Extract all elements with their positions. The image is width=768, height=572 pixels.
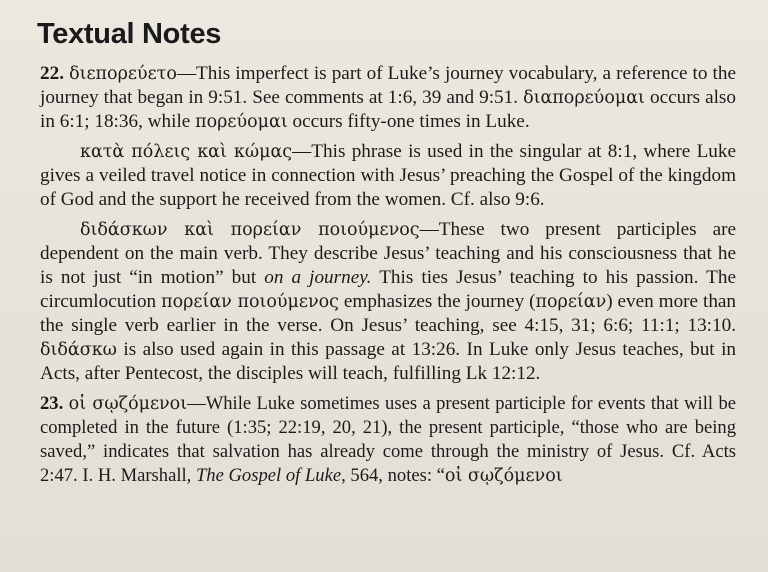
note-text: ) even more than the single verb earlier in the verse. On Jesus’ teaching, see 4:15, 31; 6:6; 11:1; 13:10.	[40, 291, 737, 336]
greek-word: πορείαν	[535, 292, 607, 312]
greek-lemma: διεπορεύετο	[69, 64, 177, 84]
note-text: 564, notes: “	[350, 465, 445, 486]
note-text: —While Luke sometimes uses a present participle for events that will be completed in the future (1:35; 22:19, 20, 21), the present participle, “those who are being saved,” indicates that salvation has already come through the ministry of Jesus. Cf. Acts 2:47. I. H. Marshall,	[40, 393, 736, 486]
note-text: —This phrase is used in the singular at 8:1, where Luke gives a veiled travel notice in connection with Jesus’ preaching the Gospel of the kingdom of God and the support he received from the women. Cf. also 9:6.	[40, 141, 736, 210]
section-heading: Textual Notes	[37, 18, 222, 50]
book-title: The Gospel of Luke,	[195, 465, 346, 486]
greek-lemma: διδάσκων καὶ πορείαν ποιούμενος	[80, 220, 420, 240]
note-paragraph-kata-poleis	[40, 140, 736, 212]
greek-word: διαπορεύομαι	[523, 88, 645, 108]
note-text: occurs also in 6:1; 18:36, while	[40, 87, 736, 132]
greek-lemma: οἱ σῳζόμενοι	[68, 394, 188, 414]
note-paragraph-didaskon	[40, 218, 736, 386]
verse-number: 22.	[40, 63, 64, 84]
notes-body	[40, 62, 736, 494]
greek-word: πορείαν ποιούμενος	[161, 292, 339, 312]
verse-number: 23.	[40, 393, 64, 414]
note-text: emphasizes the journey (	[343, 291, 536, 312]
note-text: —This imperfect is part of Luke’s journey vocabulary, a reference to the journey that began in 9:51. See comments at 1:6, 39 and 9:51.	[40, 63, 737, 108]
greek-word: πορεύομαι	[195, 112, 288, 132]
note-text: is also used again in this passage at 13:26. In Luke only Jesus teaches, but in Acts, after Pentecost, the disciples will teach, fulfilling Lk 12:12.	[40, 339, 737, 384]
note-paragraph-22	[40, 62, 736, 134]
note-text: occurs fifty-one times in Luke.	[292, 111, 530, 132]
note-text: This ties Jesus’ teaching to his passion. The circumlocution	[40, 267, 736, 312]
note-text: —These two present participles are dependent on the main verb. They describe Jesus’ teaching and his consciousness that he is not just “in motion” but	[40, 219, 737, 288]
greek-lemma: κατὰ πόλεις καὶ κώμας	[80, 142, 293, 162]
greek-word: διδάσκω	[40, 340, 117, 360]
note-paragraph-23	[40, 392, 736, 488]
greek-word: οἱ σῳζόμενοι	[444, 466, 563, 486]
italic-phrase: on a journey.	[264, 267, 372, 288]
